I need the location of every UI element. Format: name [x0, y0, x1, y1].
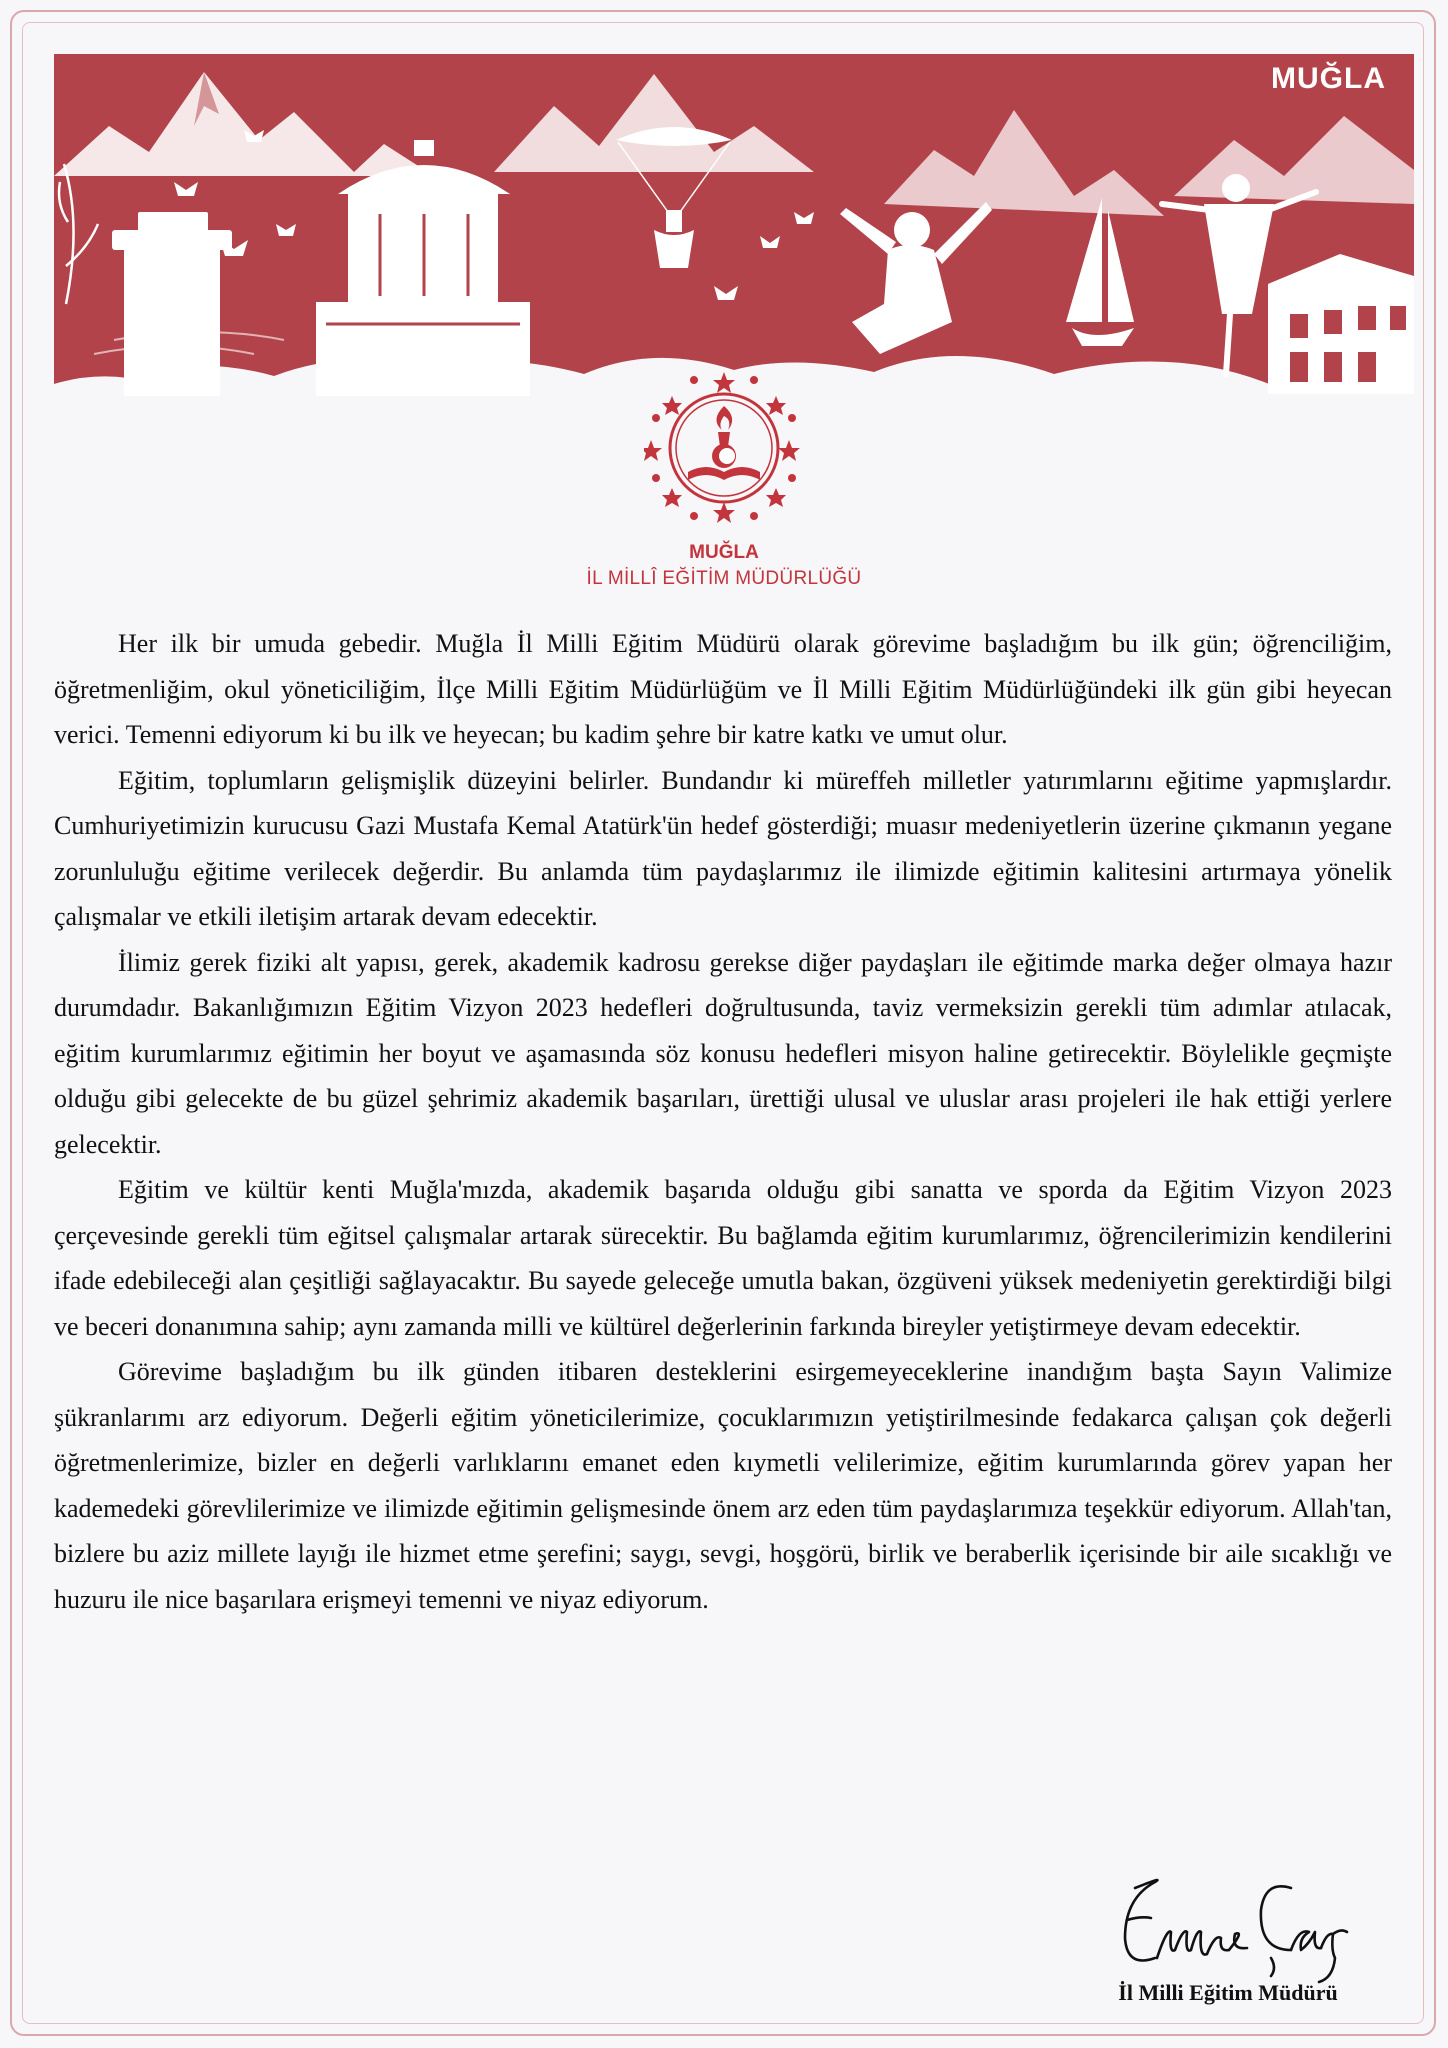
header-banner: [54, 54, 1414, 414]
letter-paragraph: Eğitim, toplumların gelişmişlik düzeyini belirler. Bundandır ki müreffeh milletler yatırımlarını eğitime yapmışlardır. Cumhuriyetimizin kurucusu Gazi Mustafa Kemal Atatürk'ün hedef gösterdiği; muasır medeniyetlerin üzerine çıkmanın yegane zorunluluğu eğitime verilecek değerdir. Bu anlamda tüm paydaşlarımız ile ilimizde eğitimin kalitesini artırmaya yönelik çalışmalar ve etkili iletişim artarak devam edecektir.: [54, 765, 1392, 931]
signature-title: İl Milli Eğitim Müdürü: [1118, 1980, 1338, 2005]
org-city: MUĞLA: [689, 542, 759, 563]
letter-paragraph: Eğitim ve kültür kenti Muğla'mızda, akademik başarıda olduğu gibi sanatta ve sporda da Eğitim Vizyon 2023 çerçevesinde gerekli tüm eğitsel çalışmalar artarak sürecektir. Bu bağlamda eğitim kurumlarımız, öğrencilerimizin kendilerini ifade edebileceği alan çeşitliği sağlayacaktır. Bu sayede geleceğe umutla bakan, özgüveni yüksek medeniyetin gerektirdiği bilgi ve beceri donanımına sahip; aynı zamanda milli ve kültürel değerlerinin farkında bireyler yetiştirmeye devam edecektir.: [54, 1175, 1392, 1341]
ministry-emblem: [644, 368, 804, 528]
letter-paragraph: Görevime başladığım bu ilk günden itibaren desteklerini esirgemeyeceklerine inandığım başta Sayın Valimize şükranlarımı arz ediyorum. Değerli eğitim yöneticilerimize, çocuklarımızın yetiştirilmesinde fedakarca çalışan çok değerli öğretmenlerimize, bizler en değerli varlıklarını emanet eden kıymetli velilerimize, eğitim kurumlarında görev yapan her kademedeki görevlilerimize ve ilimizde eğitimin gelişmesinde önem arz eden tüm paydaşlarımıza teşekkür ediyorum. Allah'tan, bizlere bu aziz millete layığı ile hizmet etme şerefini; saygı, sevgi, hoşgörü, birlik ve beraberlik içerisinde bir aile sıcaklığı ve huzuru ile nice başarılara erişmeyi temenni ve niyaz ediyorum.: [54, 1357, 1392, 1614]
banner-city-label: MUĞLA: [1271, 62, 1386, 95]
letter-paragraph: İlimiz gerek fiziki alt yapısı, gerek, akademik kadrosu gerekse diğer paydaşları ile eğitimde marka değer olmaya hazır durumdadır. Bakanlığımızın Eğitim Vizyon 2023 hedefleri doğrultusunda, taviz vermeksizin gerekli tüm adımlar atılacak, eğitim kurumlarımız eğitimin her boyut ve aşamasında söz konusu hedefleri misyon haline getirecektir. Böylelikle geçmişte olduğu gibi gelecekte de bu güzel şehrimiz akademik başarıları, ürettiği ulusal ve uluslar arası projeleri ile hak ettiği yerlere gelecektir.: [54, 947, 1392, 1159]
torch-book-icon: [688, 406, 760, 480]
handwritten-signature: [1095, 1858, 1365, 1988]
letter-body: [54, 621, 1392, 1622]
letter-paragraph: Her ilk bir umuda gebedir. Muğla İl Milli Eğitim Müdürü olarak görevime başladığım bu ilk gün; öğrenciliğim, öğretmenliğim, okul yöneticiliğim, İlçe Milli Eğitim Müdürlüğüm ve İl Milli Eğitim Müdürlüğündeki ilk gün gibi heyecan verici. Temenni ediyorum ki bu ilk ve heyecan; bu kadim şehre bir katre katkı ve umut olur.: [54, 629, 1392, 749]
banner-illustration: [54, 54, 1414, 414]
org-name: İL MİLLÎ EĞİTİM MÜDÜRLÜĞÜ: [586, 568, 862, 589]
